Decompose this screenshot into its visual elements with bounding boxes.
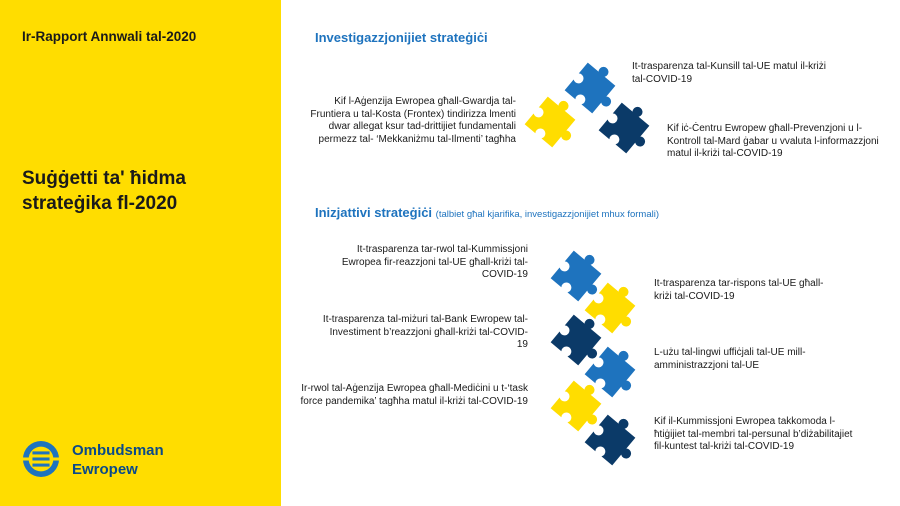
initiative-item-disabilities: Kif il-Kummissjoni Ewropea takkomoda l-ħtiġijiet tal-membri tal-persunal b’diżabilitajiet fil-kuntest tal-kriżi tal-COVID-19: [654, 416, 853, 453]
page-title: Suġġetti ta' ħidma strateġika fl-2020: [22, 168, 186, 214]
investigation-item-council: It-trasparenza tal-Kunsill tal-UE matul il-kriżi tal-COVID-19: [632, 61, 826, 85]
initiative-item-eib: It-trasparenza tal-miżuri tal-Bank Ewropew tal-Investiment b’reazzjoni għall-kriżi tal-COVID-19: [322, 314, 528, 351]
initiative-item-commission: It-trasparenza tar-rwol tal-Kummissjoni Ewropea fir-reazzjoni tal-UE għall-kriżi tal-COVID-19: [341, 244, 528, 281]
initiative-item-languages: L-użu tal-lingwi uffiċjali tal-UE mill-amministrazzjoni tal-UE: [654, 347, 806, 371]
investigations-title: [315, 30, 488, 45]
initiative-item-eu-response: It-trasparenza tar-rispons tal-UE għall-kriżi tal-COVID-19: [654, 278, 824, 302]
investigation-item-ecdc: Kif iċ-Ċentru Ewropew għall-Prevenzjoni u l-Kontroll tal-Mard ġabar u vvaluta l-informazzjoni matul il-kriżi tal-COVID-19: [667, 123, 879, 160]
report-title: Ir-Rapport Annwali tal-2020: [22, 29, 197, 44]
initiatives-title-text: Inizjattivi strateġiċi: [315, 205, 433, 220]
investigations-title-text: Investigazzjonijiet strateġiċi: [315, 30, 488, 45]
initiatives-subtitle: (talbiet għal kjarifika, investigazzjonijiet mhux formali): [435, 209, 660, 220]
puzzle-piece-3: [551, 309, 613, 371]
logo-line-2: Ewropew: [72, 461, 138, 478]
initiatives-title: [315, 205, 659, 220]
investigation-item-frontex: Kif l-Aġenzija Ewropea għall-Gwardja tal-Fruntiera u tal-Kosta (Frontex) tindirizza lmenti dwar allegat ksur tad-drittijiet fundamentali permezz tal- ‘Mekkaniżmu tal-Ilmenti’ tagħha: [310, 96, 516, 145]
puzzle-piece-left: [525, 91, 587, 153]
puzzle-piece-1: [551, 245, 613, 307]
logo-line-1: Ombudsman: [72, 442, 164, 459]
initiative-item-ema: Ir-rwol tal-Aġenzija Ewropea għall-Mediċini u t-‘task force pandemika’ tagħha matul il-kriżi tal-COVID-19: [300, 383, 528, 407]
